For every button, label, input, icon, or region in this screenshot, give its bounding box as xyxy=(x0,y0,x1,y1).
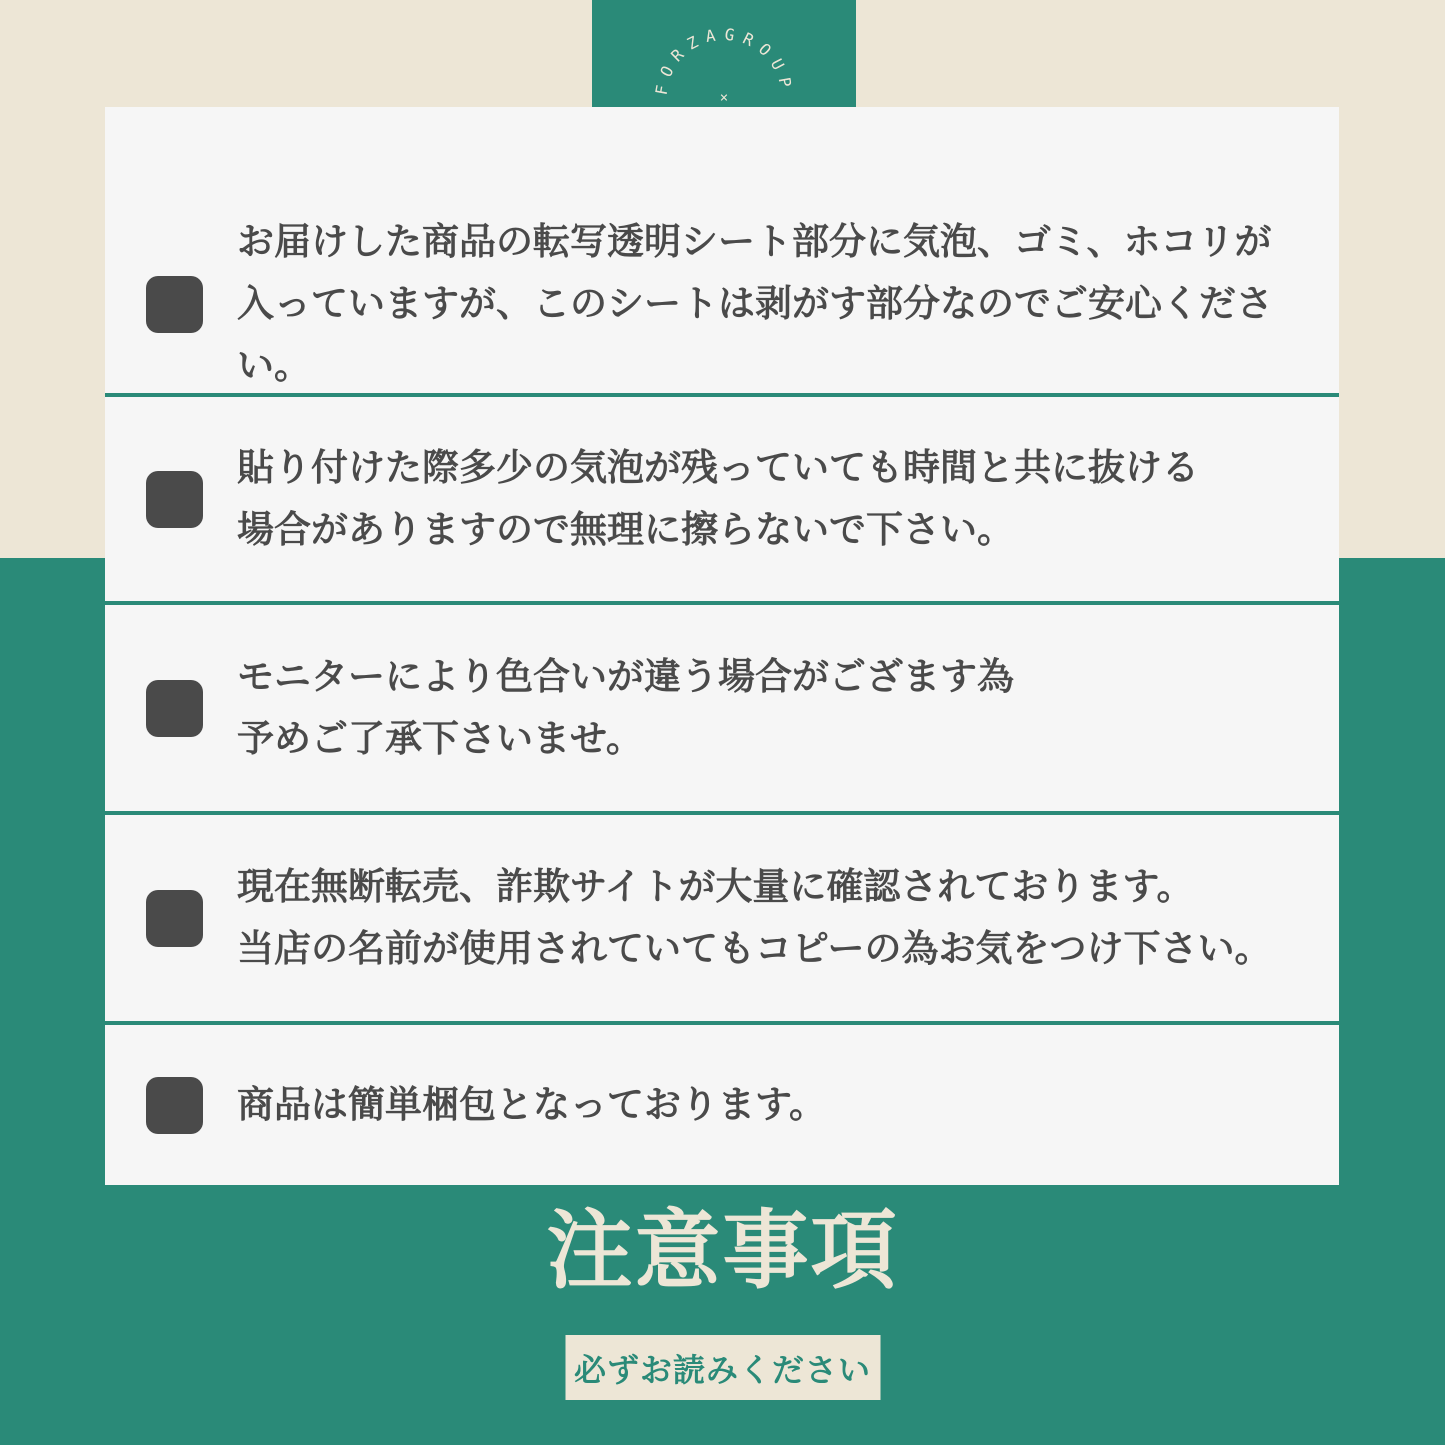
notice-panel xyxy=(105,107,1339,1185)
checkbox-bullet-icon xyxy=(146,1077,203,1134)
notice-row xyxy=(105,605,1339,811)
page-title: 注意事項 xyxy=(546,1203,899,1299)
notice-line: 商品は簡単梱包となっております。 xyxy=(237,1084,827,1125)
notice-line: 当店の名前が使用されていてもコピーの為お気をつけ下さい。 xyxy=(237,928,1272,969)
checkbox-bullet-icon xyxy=(146,680,203,737)
read-me-badge-label: 必ずお読みください xyxy=(573,1351,871,1388)
checkbox-bullet-icon xyxy=(146,276,203,333)
notice-row xyxy=(105,397,1339,601)
notice-row xyxy=(105,815,1339,1021)
notice-line: 場合がありますので無理に擦らないで下さい。 xyxy=(237,509,1014,550)
checkbox-bullet-icon xyxy=(146,890,203,947)
brand-arc-top-text: FORZAGROUP xyxy=(651,24,797,97)
notice-line: モニターにより色合いが違う場合がござます為 xyxy=(237,656,1014,697)
notice-text xyxy=(237,646,1014,770)
notice-line: 入っていますが、このシートは剥がす部分なのでご安心ください。 xyxy=(237,283,1273,386)
brand-x-mark: × xyxy=(719,90,729,106)
read-me-badge xyxy=(565,1335,880,1400)
notice-line: 予めご了承下さいませ。 xyxy=(237,718,643,759)
notice-line: 現在無断転売、詐欺サイトが大量に確認されております。 xyxy=(237,866,1194,907)
checkbox-bullet-icon xyxy=(146,471,203,528)
notice-text xyxy=(237,856,1272,980)
notice-line: お届けした商品の転写透明シート部分に気泡、ゴミ、ホコリが xyxy=(237,221,1272,262)
notice-line: 貼り付けた際多少の気泡が残っていても時間と共に抜ける xyxy=(237,447,1199,488)
notice-text xyxy=(237,211,1319,397)
notice-row xyxy=(105,1025,1339,1185)
notice-text xyxy=(237,437,1199,561)
notice-text xyxy=(237,1074,826,1136)
notice-row xyxy=(105,107,1339,393)
